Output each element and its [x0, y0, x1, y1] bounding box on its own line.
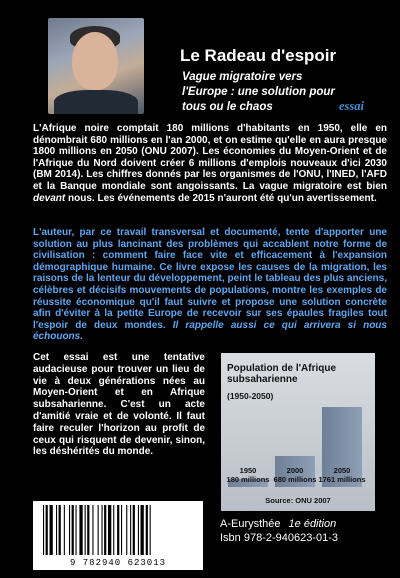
bar-data-label	[318, 466, 366, 484]
barcode-icon	[41, 505, 195, 555]
bar-category-label: 2000	[286, 466, 304, 475]
subtitle-line: l'Europe : une solution pour	[182, 86, 335, 98]
bar-data-label	[224, 466, 272, 484]
subtitle-line: Vague migratoire vers	[182, 71, 303, 83]
publisher-line	[220, 518, 336, 531]
isbn-barcode	[33, 501, 203, 570]
barcode-number: 9 782940 623013	[69, 558, 166, 568]
chart-title: Population de l'Afrique subsaharienne	[227, 363, 337, 385]
genre-label: essai	[339, 99, 364, 113]
bar-category-label: 1950	[239, 466, 257, 475]
isbn-label: Isbn 978-2-940623-01-3	[220, 532, 339, 544]
publisher-name: A-Eurysthée	[220, 518, 281, 530]
portrait-face	[72, 32, 118, 90]
author-paragraph: L'auteur, par ce travail transversal et documenté, tente d'apporter une solution au plus lancinant des problèmes qui accablent notre forme de civilisation : comment faire face vite et efficacement à l'expansion démographique humaine. Ce livre expose les causes de la migration, les raisons de la lenteur du développement, peint le tableau des plus anciens, célèbres et décisifs mouvements de populations, montre les exemples de réussite économique qu'il faut suivre et propose une solution concrète afin d'éviter à la petite Europe de recevoir sur ses épaules fragiles tout l'espoir de deux mondes. Il rappelle aussi ce qui arrivera si nous échouons.	[33, 227, 387, 343]
bar-data-label	[271, 466, 319, 484]
portrait-suit	[54, 90, 138, 114]
subtitle-line: tous ou le chaos	[182, 101, 273, 113]
edition-label: 1e édition	[288, 518, 337, 530]
author-portrait	[48, 18, 144, 114]
book-subtitle	[182, 70, 352, 115]
chart-source: Source: ONU 2007	[265, 496, 331, 505]
closing-sentence: Il rappelle aussi ce qui arrivera si nous échouons.	[33, 319, 387, 343]
chart-period: (1950-2050)	[227, 391, 274, 401]
summary-paragraph: Cet essai est une tentative audacieuse pour trouver un lieu de vie à deux générations nées au Moyen-Orient et en Afrique subsaharienne. C'est un acte d'amitié vraie et de volonté. Il faut faire reculer l'horizon au profit de ceux qui risquent de devenir, sinon, les déshérités du monde.	[33, 352, 205, 458]
bar-value-label: 180 millions	[226, 475, 270, 484]
population-chart	[221, 353, 375, 511]
bar-category-label: 2050	[333, 466, 351, 475]
intro-paragraph: L'Afrique noire comptait 180 millions d'habitants en 1950, elle en dénombrait 680 millions en l'an 2000, et on estime qu'elle en aura presque 1800 millions en 2050 (ONU 2007). Les économies du Moyen-Orient et de l'Afrique du Nord doivent créer 6 millions d'emplois nouveaux d'ici 2030 (BM 2014). Les chiffres donnés par les organismes de l'ONU, l'INED, l'AFD et la Banque mondiale sont angoissants. La vague migratoire est bien devant nous. Les événements de 2015 n'auront été qu'un avertissement.	[33, 123, 387, 204]
emphasis-devant: devant	[33, 192, 66, 204]
bar-value-label: 680 millions	[273, 475, 317, 484]
book-title: Le Radeau d'espoir	[180, 46, 337, 65]
bar-value-label: 1761 millions	[318, 475, 366, 484]
